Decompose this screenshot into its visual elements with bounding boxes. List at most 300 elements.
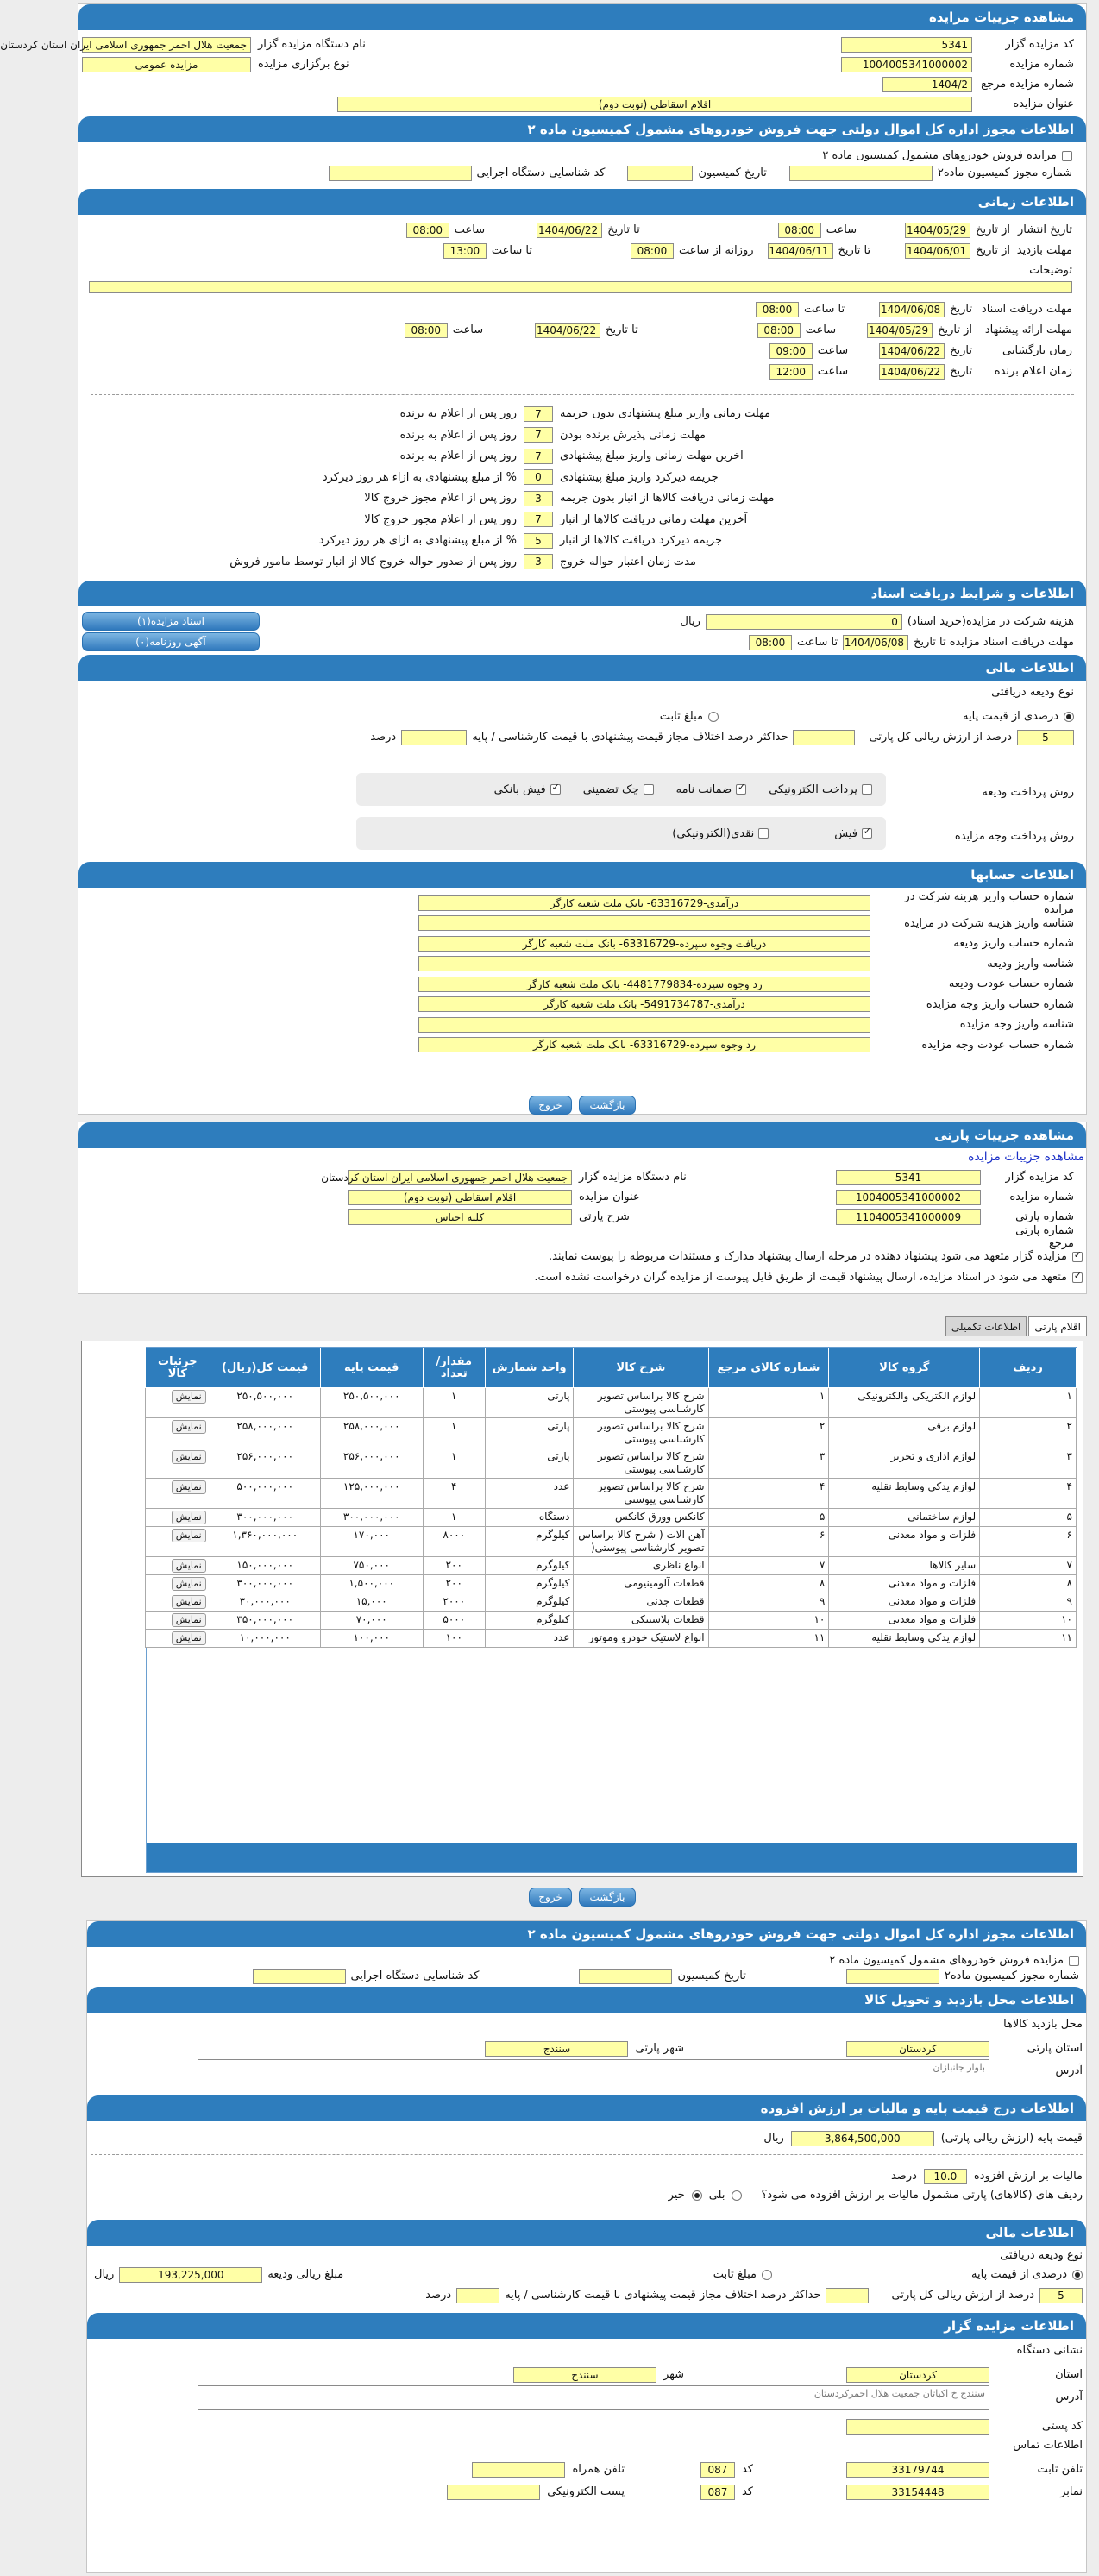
ref-value: 1404/2: [882, 77, 972, 92]
column-header: شماره کالای مرجع: [708, 1348, 829, 1388]
account-label: شناسه واریز وجه مزایده: [959, 1018, 1074, 1031]
hour-label: ساعت: [454, 223, 486, 236]
show-button[interactable]: نمایش: [172, 1613, 206, 1627]
visit-to-time: 13:00: [443, 243, 487, 259]
fee-label: هزینه شرکت در مزایده(خرید اسناد): [907, 615, 1074, 628]
show-cell: [146, 1630, 210, 1648]
tab-bar: [945, 1316, 1087, 1336]
account-label: شماره حساب واریز ودیعه: [953, 937, 1074, 950]
table-cell: لوازم یدکی وسایط نقلیه: [829, 1479, 980, 1509]
table-cell: کانکس وورق کانکس: [574, 1509, 708, 1527]
table-cell: ۴: [423, 1479, 485, 1509]
org-mobile-label: تلفن همراه: [572, 2463, 625, 2476]
publish-from-time: 08:00: [778, 223, 821, 238]
checkbox[interactable]: [862, 784, 872, 795]
finance2-percent-radio[interactable]: [1072, 2270, 1083, 2280]
deadline-unit: روز پس از صدور حواله خروج کالا از انبار توسط مامور فروش: [229, 555, 517, 569]
number-value: 1004005341000002: [841, 57, 972, 72]
table-cell: عدد: [485, 1479, 574, 1509]
finance2-currency: ریال: [94, 2268, 115, 2281]
table-cell: آهن الات ( شرح کالا براساس تصویر کارشناسی پیوستی(: [574, 1527, 708, 1557]
table-cell: ۹: [708, 1593, 829, 1612]
org-city-value: سنندج: [513, 2367, 656, 2383]
column-header: قیمت کل(ریال): [210, 1348, 320, 1388]
table-cell: ۸: [980, 1575, 1077, 1593]
deadline-label: جریمه دیرکرد دریافت کالاها از انبار: [560, 534, 722, 547]
publish-to-time: 08:00: [406, 223, 449, 238]
finance2-max-label: حداکثر درصد اختلاف مجاز قیمت پیشنهادی با قیمت کارشناسی / پایه: [505, 2289, 821, 2302]
number-label: شماره مزایده: [1009, 58, 1074, 71]
org-city-label: شهر: [663, 2368, 684, 2381]
table-cell: ۱۰,۰۰۰,۰۰۰: [210, 1630, 320, 1648]
visit-from-date: 1404/06/01: [905, 243, 970, 259]
auction-info-block: [0, 30, 1086, 125]
account-value: رد وجوه سپرده-63316729- بانک ملت شعبه کارگر: [418, 1037, 870, 1052]
visit-block: [87, 2013, 1086, 2095]
pay-option[interactable]: [583, 783, 654, 796]
finance2-fixed-label: مبلغ ثابت: [713, 2268, 757, 2281]
table-cell: فلزات و مواد معدنی: [829, 1527, 980, 1557]
date-word: تاریخ: [950, 303, 972, 316]
show-button[interactable]: نمایش: [172, 1420, 206, 1434]
pay-option[interactable]: [769, 783, 872, 796]
deadline-unit: روز پس از اعلام به برنده: [399, 428, 517, 442]
table-cell: ۲۵۸,۰۰۰,۰۰۰: [210, 1418, 320, 1448]
note2-checkbox[interactable]: [1072, 1272, 1083, 1283]
party-code-label: کد مزایده گزار: [1005, 1171, 1074, 1184]
deadline-row: [400, 446, 853, 466]
docs-row: [756, 299, 1072, 319]
account-value: [418, 1017, 870, 1033]
show-cell: [146, 1575, 210, 1593]
party-desc-value: کلیه اجناس: [348, 1209, 572, 1225]
account-value: دریافت وجوه سپرده-63316729- بانک ملت شعبه کارگر: [418, 936, 870, 952]
winner-row: [769, 361, 1072, 381]
max-diff-input[interactable]: [793, 730, 855, 745]
hour-label: ساعت: [805, 324, 837, 336]
timing-title: اطلاعات زمانی: [78, 189, 1086, 215]
note2-text: متعهد می شود در اسناد مزایده، ارسال پیشنهاد قیمت از طریق فایل پیوست از مزایده گران درخواست نشده است.: [534, 1271, 1067, 1284]
auction-details-section: [0, 3, 1087, 1115]
date-word: تاریخ: [950, 344, 972, 357]
note1-text: مزایده گزار متعهد می شود پیشنهاد دهنده در مرحله ارسال پیشنهاد مدارک و مستندات مربوطه را پیوست نمایند.: [548, 1250, 1067, 1263]
deadlines-block: [78, 395, 1086, 576]
show-button[interactable]: نمایش: [172, 1595, 206, 1609]
to-hour-label: تا ساعت: [796, 636, 838, 649]
visit-address-label: آدرس: [1055, 2064, 1083, 2077]
tab-extra-info[interactable]: اطلاعات تکمیلی: [945, 1316, 1027, 1336]
table-cell: ۹: [980, 1593, 1077, 1612]
to-date-label: تا تاریخ: [606, 324, 638, 336]
finance2-max-input[interactable]: [826, 2288, 869, 2303]
finance-block: [78, 681, 1086, 881]
table-cell: ۸: [708, 1575, 829, 1593]
offer-from-time: 08:00: [757, 323, 801, 338]
docs-button[interactable]: اسناد مزایده(۱): [82, 612, 260, 631]
vat-value: 10.0: [924, 2169, 967, 2184]
show-button[interactable]: نمایش: [172, 1390, 206, 1404]
permit-title: اطلاعات مجوز اداره کل اموال دولتی جهت فروش خودروهای مشمول کمیسیون ماده ۲: [78, 116, 1086, 142]
deadline-row: [319, 531, 853, 550]
desc-row: [1015, 261, 1072, 280]
code-value: 5341: [841, 37, 972, 53]
permit2-no-input[interactable]: [846, 1969, 939, 1984]
show-button[interactable]: نمایش: [172, 1559, 206, 1573]
permit-exec-label: کد شناسایی دستگاه اجرایی: [476, 166, 606, 179]
deposit-fixed-label: مبلغ ثابت: [659, 710, 703, 723]
party-subject-value: اقلام اسقاطی (نوبت دوم): [348, 1190, 572, 1205]
column-header: قیمت پایه: [320, 1348, 423, 1388]
org-phone-label: تلفن ثابت: [1037, 2463, 1083, 2476]
visit-address-value: بلوار جانبازان: [198, 2059, 989, 2083]
visit-city-value: سنندج: [485, 2041, 628, 2057]
max-diff-label: حداکثر درصد اختلاف مجاز قیمت پیشنهادی با قیمت کارشناسی / پایه: [472, 731, 788, 744]
publish-to-date: 1404/06/22: [537, 223, 602, 238]
table-cell: ۷: [980, 1557, 1077, 1575]
deadline-row: [323, 468, 853, 487]
table-cell: شرح کالا براساس تصویر کارشناسی پیوستی: [574, 1448, 708, 1479]
party-block: [78, 1148, 1086, 1290]
table-cell: ۴: [980, 1479, 1077, 1509]
deadline-row: [229, 552, 853, 572]
permit-exec-input[interactable]: [329, 166, 472, 181]
checkbox[interactable]: [862, 828, 872, 839]
vat-yes-label: بلی: [708, 2189, 725, 2202]
table-cell: ۲۰۰۰: [423, 1593, 485, 1612]
permit2-date-input[interactable]: [579, 1969, 672, 1984]
table-cell: شرح کالا براساس تصویر کارشناسی پیوستی: [574, 1418, 708, 1448]
table-body: [146, 1388, 1077, 1648]
account-row: [418, 914, 1074, 933]
table-cell: ۶: [980, 1527, 1077, 1557]
deadline-label: مهلت زمانی پذیرش برنده بودن: [560, 428, 706, 442]
checkbox[interactable]: [736, 784, 746, 795]
permit-checkbox[interactable]: [1062, 151, 1072, 161]
deposit-percent-unit: درصد از ارزش ریالی کل پارتی: [869, 731, 1012, 744]
show-cell: [146, 1557, 210, 1575]
pay-option[interactable]: [676, 783, 747, 796]
table-row: [146, 1575, 1077, 1593]
table-row: [146, 1527, 1077, 1557]
account-value: رد وجوه سپرده-4481779834- بانک ملت شعبه کارگر: [418, 977, 870, 992]
price-option-cash[interactable]: [672, 827, 769, 840]
deadline-label: اخرین مهلت زمانی واریز مبلغ پیشنهادی: [560, 449, 744, 462]
pay-option[interactable]: [494, 783, 561, 796]
table-cell: ۲۰۰: [423, 1575, 485, 1593]
table-cell: قطعات آلومینیومی: [574, 1575, 708, 1593]
show-button[interactable]: نمایش: [172, 1450, 206, 1464]
checkbox[interactable]: [550, 784, 561, 795]
account-row: [418, 889, 1074, 916]
table-row: [146, 1418, 1077, 1448]
org-postal-input[interactable]: [846, 2419, 989, 2435]
vat-no-label: خیر: [668, 2189, 685, 2202]
table-row: [146, 1388, 1077, 1418]
show-cell: [146, 1448, 210, 1479]
finance2-amount-value: 193,225,000: [119, 2267, 262, 2283]
offer-from-date: 1404/05/29: [867, 323, 933, 338]
extra-info-section: [86, 1920, 1087, 2573]
table-cell: ۱: [980, 1388, 1077, 1418]
permit-date-label: تاریخ کمیسیون: [698, 166, 767, 179]
table-cell: فلزات و مواد معدنی: [829, 1612, 980, 1630]
permit2-checkbox[interactable]: [1069, 1956, 1079, 1966]
table-cell: لوازم برقی: [829, 1418, 980, 1448]
account-value: درآمدی-5491734787- بانک ملت شعبه کارگر: [418, 996, 870, 1012]
permit2-exec-input[interactable]: [253, 1969, 346, 1984]
visit-title: اطلاعات محل بازدید و تحویل کالا: [87, 1987, 1086, 2013]
show-button[interactable]: نمایش: [172, 1529, 206, 1542]
permit2-block: [87, 1947, 1086, 1987]
show-button[interactable]: نمایش: [172, 1577, 206, 1591]
from-label: از تاریخ: [938, 324, 972, 336]
back-button[interactable]: بازگشت: [579, 1096, 636, 1115]
table-cell: ۵: [980, 1509, 1077, 1527]
table-cell: ۱: [423, 1448, 485, 1479]
org-code-value: 087: [700, 2462, 735, 2478]
vat-percent: درصد: [890, 2170, 917, 2183]
docs-block: [78, 606, 1086, 655]
items-table: [145, 1348, 1077, 1648]
max-diff-value[interactable]: [401, 730, 467, 745]
hour-label: ساعت: [452, 324, 484, 336]
table-cell: لوازم ساختمانی: [829, 1509, 980, 1527]
column-header: شرح کالا: [574, 1348, 708, 1388]
option-label: فیش: [834, 826, 857, 840]
org-mobile-input[interactable]: [472, 2462, 565, 2478]
docs-time: 08:00: [756, 302, 799, 317]
option-label: پرداخت الکترونیکی: [769, 782, 857, 796]
deposit-pay-options: [356, 773, 886, 806]
visit-row: [443, 241, 1072, 261]
visit-city-label: شهر پارتی: [635, 2042, 684, 2055]
docs-title: اطلاعات و شرایط دریافت اسناد: [78, 581, 1086, 606]
account-row: [418, 954, 1074, 974]
deadline-unit: روز پس از اعلام به برنده: [399, 407, 517, 420]
opening-label: زمان بازگشایی: [1002, 344, 1072, 357]
fee-value: 0: [706, 614, 902, 630]
code-label: کد مزایده گزار: [1005, 38, 1074, 51]
accounts-title: اطلاعات حسابها: [78, 862, 1086, 888]
checkbox[interactable]: [644, 784, 654, 795]
table-cell: قطعات پلاستیکی: [574, 1612, 708, 1630]
to-hour-label: تا ساعت: [804, 303, 845, 316]
publish-from-date: 1404/05/29: [905, 223, 970, 238]
winner-date: 1404/06/22: [879, 364, 945, 380]
deadline-unit: روز پس از اعلام به برنده: [399, 449, 517, 462]
table-cell: لوازم الکتریکی والکترونیکی: [829, 1388, 980, 1418]
party-code-value: 5341: [836, 1170, 981, 1185]
party-number-label: شماره مزایده: [1009, 1191, 1074, 1203]
permit-no-input[interactable]: [789, 166, 933, 181]
party-no-value: 1104005341000009: [836, 1209, 981, 1225]
action-buttons: [66, 1096, 1099, 1115]
accounts-block: [78, 888, 1086, 1057]
docs-date: 1404/06/08: [879, 302, 945, 317]
from-label: از تاریخ: [976, 244, 1010, 257]
table-cell: ۱,۳۶۰,۰۰۰,۰۰۰: [210, 1527, 320, 1557]
table-cell: ۲: [708, 1418, 829, 1448]
docs-label: مهلت دریافت اسناد: [981, 303, 1072, 316]
deadline-label: جریمه دیرکرد واریز مبلغ پیشنهادی: [560, 470, 719, 484]
ads-button[interactable]: آگهی روزنامه(۰): [82, 632, 260, 651]
show-button[interactable]: نمایش: [172, 1480, 206, 1494]
table-cell: ۳۰,۰۰۰,۰۰۰: [210, 1593, 320, 1612]
deadline-label: مدت زمان اعتبار حواله خروج: [560, 555, 696, 569]
account-label: شناسه واریز ودیعه: [987, 957, 1074, 971]
base-price-value: 3,864,500,000: [791, 2131, 934, 2146]
show-button[interactable]: نمایش: [172, 1511, 206, 1524]
org-code-label: کد: [741, 2463, 753, 2476]
divider: [91, 2154, 1083, 2155]
table-cell: پارتی: [485, 1418, 574, 1448]
hour-label: ساعت: [817, 344, 849, 357]
account-row: [418, 1035, 1074, 1055]
organizer-title: اطلاعات مزایده گزار: [87, 2313, 1086, 2339]
show-button[interactable]: نمایش: [172, 1631, 206, 1645]
table-cell: ۱۱: [708, 1630, 829, 1648]
deadline-unit: روز پس از اعلام مجوز خروج کالا: [364, 492, 517, 505]
finance2-percent-value: 5: [1039, 2288, 1083, 2303]
table-cell: ۱۵۰,۰۰۰,۰۰۰: [210, 1557, 320, 1575]
fee-currency: ریال: [680, 615, 700, 628]
price-pay-label: روش پرداخت وجه مزایده: [954, 830, 1074, 843]
vat-no-radio[interactable]: [692, 2190, 702, 2201]
note1-checkbox[interactable]: [1072, 1252, 1083, 1262]
finance2-percent-unit: درصد از ارزش ریالی کل پارتی: [891, 2289, 1034, 2302]
deposit-type-label: نوع ودیعه دریافتی: [991, 686, 1074, 699]
table-cell: ۲: [980, 1418, 1077, 1448]
table-cell: کیلوگرم: [485, 1593, 574, 1612]
finance2-max-value[interactable]: [456, 2288, 499, 2303]
table-cell: لوازم یدکی وسایط نقلیه: [829, 1630, 980, 1648]
visit-label: مهلت بازدید: [1016, 244, 1072, 257]
org-phone-value: 33179744: [846, 2462, 989, 2478]
visit-province-value: کردستان: [846, 2041, 989, 2057]
table-row: [146, 1448, 1077, 1479]
exit-button[interactable]: خروج: [529, 1888, 572, 1907]
org-contact-label: اطلاعات تماس: [1013, 2439, 1083, 2452]
org-addr-value: سنندج خ اکباتان جمعیت هلال احمرکردستان: [198, 2385, 989, 2410]
deposit-fixed-radio[interactable]: [708, 712, 719, 722]
column-header: ردیف: [980, 1348, 1077, 1388]
party-title: مشاهده جزییات پارتی: [78, 1122, 1086, 1148]
table-cell: ۱: [423, 1418, 485, 1448]
view-auction-link[interactable]: مشاهده جزییات مزایده: [968, 1150, 1084, 1164]
visit-province-label: استان پارتی: [1027, 2042, 1083, 2055]
finance2-percent-label: درصدی از قیمت پایه: [971, 2268, 1067, 2281]
hour-label: ساعت: [817, 365, 849, 378]
desc-value: [89, 281, 1072, 293]
permit2-date-label: تاریخ کمیسیون: [677, 1970, 746, 1982]
exit-button[interactable]: خروج: [529, 1096, 572, 1115]
option-label: فیش بانکی: [493, 782, 546, 796]
table-cell: شرح کالا براساس تصویر کارشناسی پیوستی: [574, 1388, 708, 1418]
org-fax-value: 33154448: [846, 2485, 989, 2500]
party-org-label: نام دستگاه مزایده گزار: [579, 1171, 687, 1184]
tab-party-items[interactable]: اقلام پارتی: [1028, 1316, 1087, 1336]
option-label: نقدی(الکترونیکی): [672, 826, 755, 840]
table-row: [146, 1593, 1077, 1612]
table-cell: شرح کالا براساس تصویر کارشناسی پیوستی: [574, 1479, 708, 1509]
column-header: جزئیات کالا: [146, 1348, 210, 1388]
table-cell: ۱۰۰: [423, 1630, 485, 1648]
column-header: واحد شمارش: [485, 1348, 574, 1388]
table-cell: فلزات و مواد معدنی: [829, 1593, 980, 1612]
vat-question: ردیف های (کالاهای) پارتی مشمول مالیات بر ارزش افزوده می شود؟: [761, 2189, 1083, 2202]
deadline-row: [364, 510, 853, 530]
table-cell: ۱۰: [708, 1612, 829, 1630]
base-price-currency: ریال: [763, 2132, 784, 2145]
checkbox[interactable]: [758, 828, 769, 839]
deadline-value: 0: [524, 469, 553, 485]
deadline-unit: % از مبلغ پیشنهادی به ازاء هر روز دیرکرد: [322, 470, 517, 484]
account-value: [418, 956, 870, 971]
to-date-label: تا تاریخ: [838, 244, 871, 257]
org-province-label: استان: [1055, 2368, 1083, 2381]
table-cell: ۱۵,۰۰۰: [320, 1593, 423, 1612]
table-cell: ۷: [708, 1557, 829, 1575]
show-cell: [146, 1479, 210, 1509]
deadline-value: 7: [524, 427, 553, 443]
price-option-fish[interactable]: [834, 827, 872, 840]
organizer-value: جمعیت هلال احمر جمهوری اسلامی ایران استان کردستان: [82, 37, 251, 53]
account-row: [418, 933, 1074, 953]
finance2-title: اطلاعات مالی: [87, 2220, 1086, 2246]
org-address-label: نشانی دستگاه: [1016, 2344, 1083, 2357]
subject-label: عنوان مزایده: [1013, 97, 1074, 110]
publish-row: [406, 220, 1072, 240]
party-ref-label: شماره پارتی مرجع: [1015, 1223, 1074, 1250]
vat-yes-radio[interactable]: [732, 2190, 742, 2201]
deposit-percent-radio[interactable]: [1064, 712, 1074, 722]
table-cell: کیلوگرم: [485, 1557, 574, 1575]
finance2-fixed-radio[interactable]: [762, 2270, 772, 2280]
account-row: [418, 1015, 1074, 1034]
type-label: نوع برگزاری مزایده: [258, 58, 349, 71]
account-row: [418, 995, 1074, 1015]
base-price-label: قیمت پایه (ارزش ریالی پارتی): [940, 2132, 1083, 2145]
deadline-label: مهلت زمانی دریافت کالاها از انبار بدون جریمه: [560, 492, 775, 505]
account-value: [418, 915, 870, 931]
table-cell: ۱۱: [980, 1630, 1077, 1648]
back-button[interactable]: بازگشت: [579, 1888, 636, 1907]
permit-date-input[interactable]: [627, 166, 693, 181]
hour-label: ساعت: [826, 223, 857, 236]
column-header: گروه کالا: [829, 1348, 980, 1388]
daily-from-label: روزانه از ساعت: [678, 244, 754, 257]
permit-no-label: شماره مجوز کمیسیون ماده۲: [937, 166, 1072, 179]
finance-title: اطلاعات مالی: [78, 655, 1086, 681]
org-email-input[interactable]: [447, 2485, 540, 2500]
finance2-block: [87, 2246, 1086, 2323]
deadline-time: 08:00: [749, 635, 792, 650]
table-cell: کیلوگرم: [485, 1612, 574, 1630]
account-label: شماره حساب عودت وجه مزایده: [921, 1038, 1074, 1052]
finance2-deposit-type-label: نوع ودیعه دریافتی: [1000, 2249, 1083, 2262]
price-block: [87, 2121, 1086, 2220]
show-cell: [146, 1527, 210, 1557]
deadline-row: [400, 425, 853, 445]
table-cell: ۴: [708, 1479, 829, 1509]
visit-to-date: 1404/06/11: [768, 243, 833, 259]
party-section: [78, 1122, 1087, 1294]
finance2-amount-label: مبلغ ریالی ودیعه: [267, 2268, 344, 2281]
table-cell: ۵۰۰,۰۰۰,۰۰۰: [210, 1479, 320, 1509]
date-word: تاریخ: [950, 365, 972, 378]
table-row: [146, 1612, 1077, 1630]
permit2-exec-label: کد شناسایی دستگاه اجرایی: [350, 1970, 480, 1982]
